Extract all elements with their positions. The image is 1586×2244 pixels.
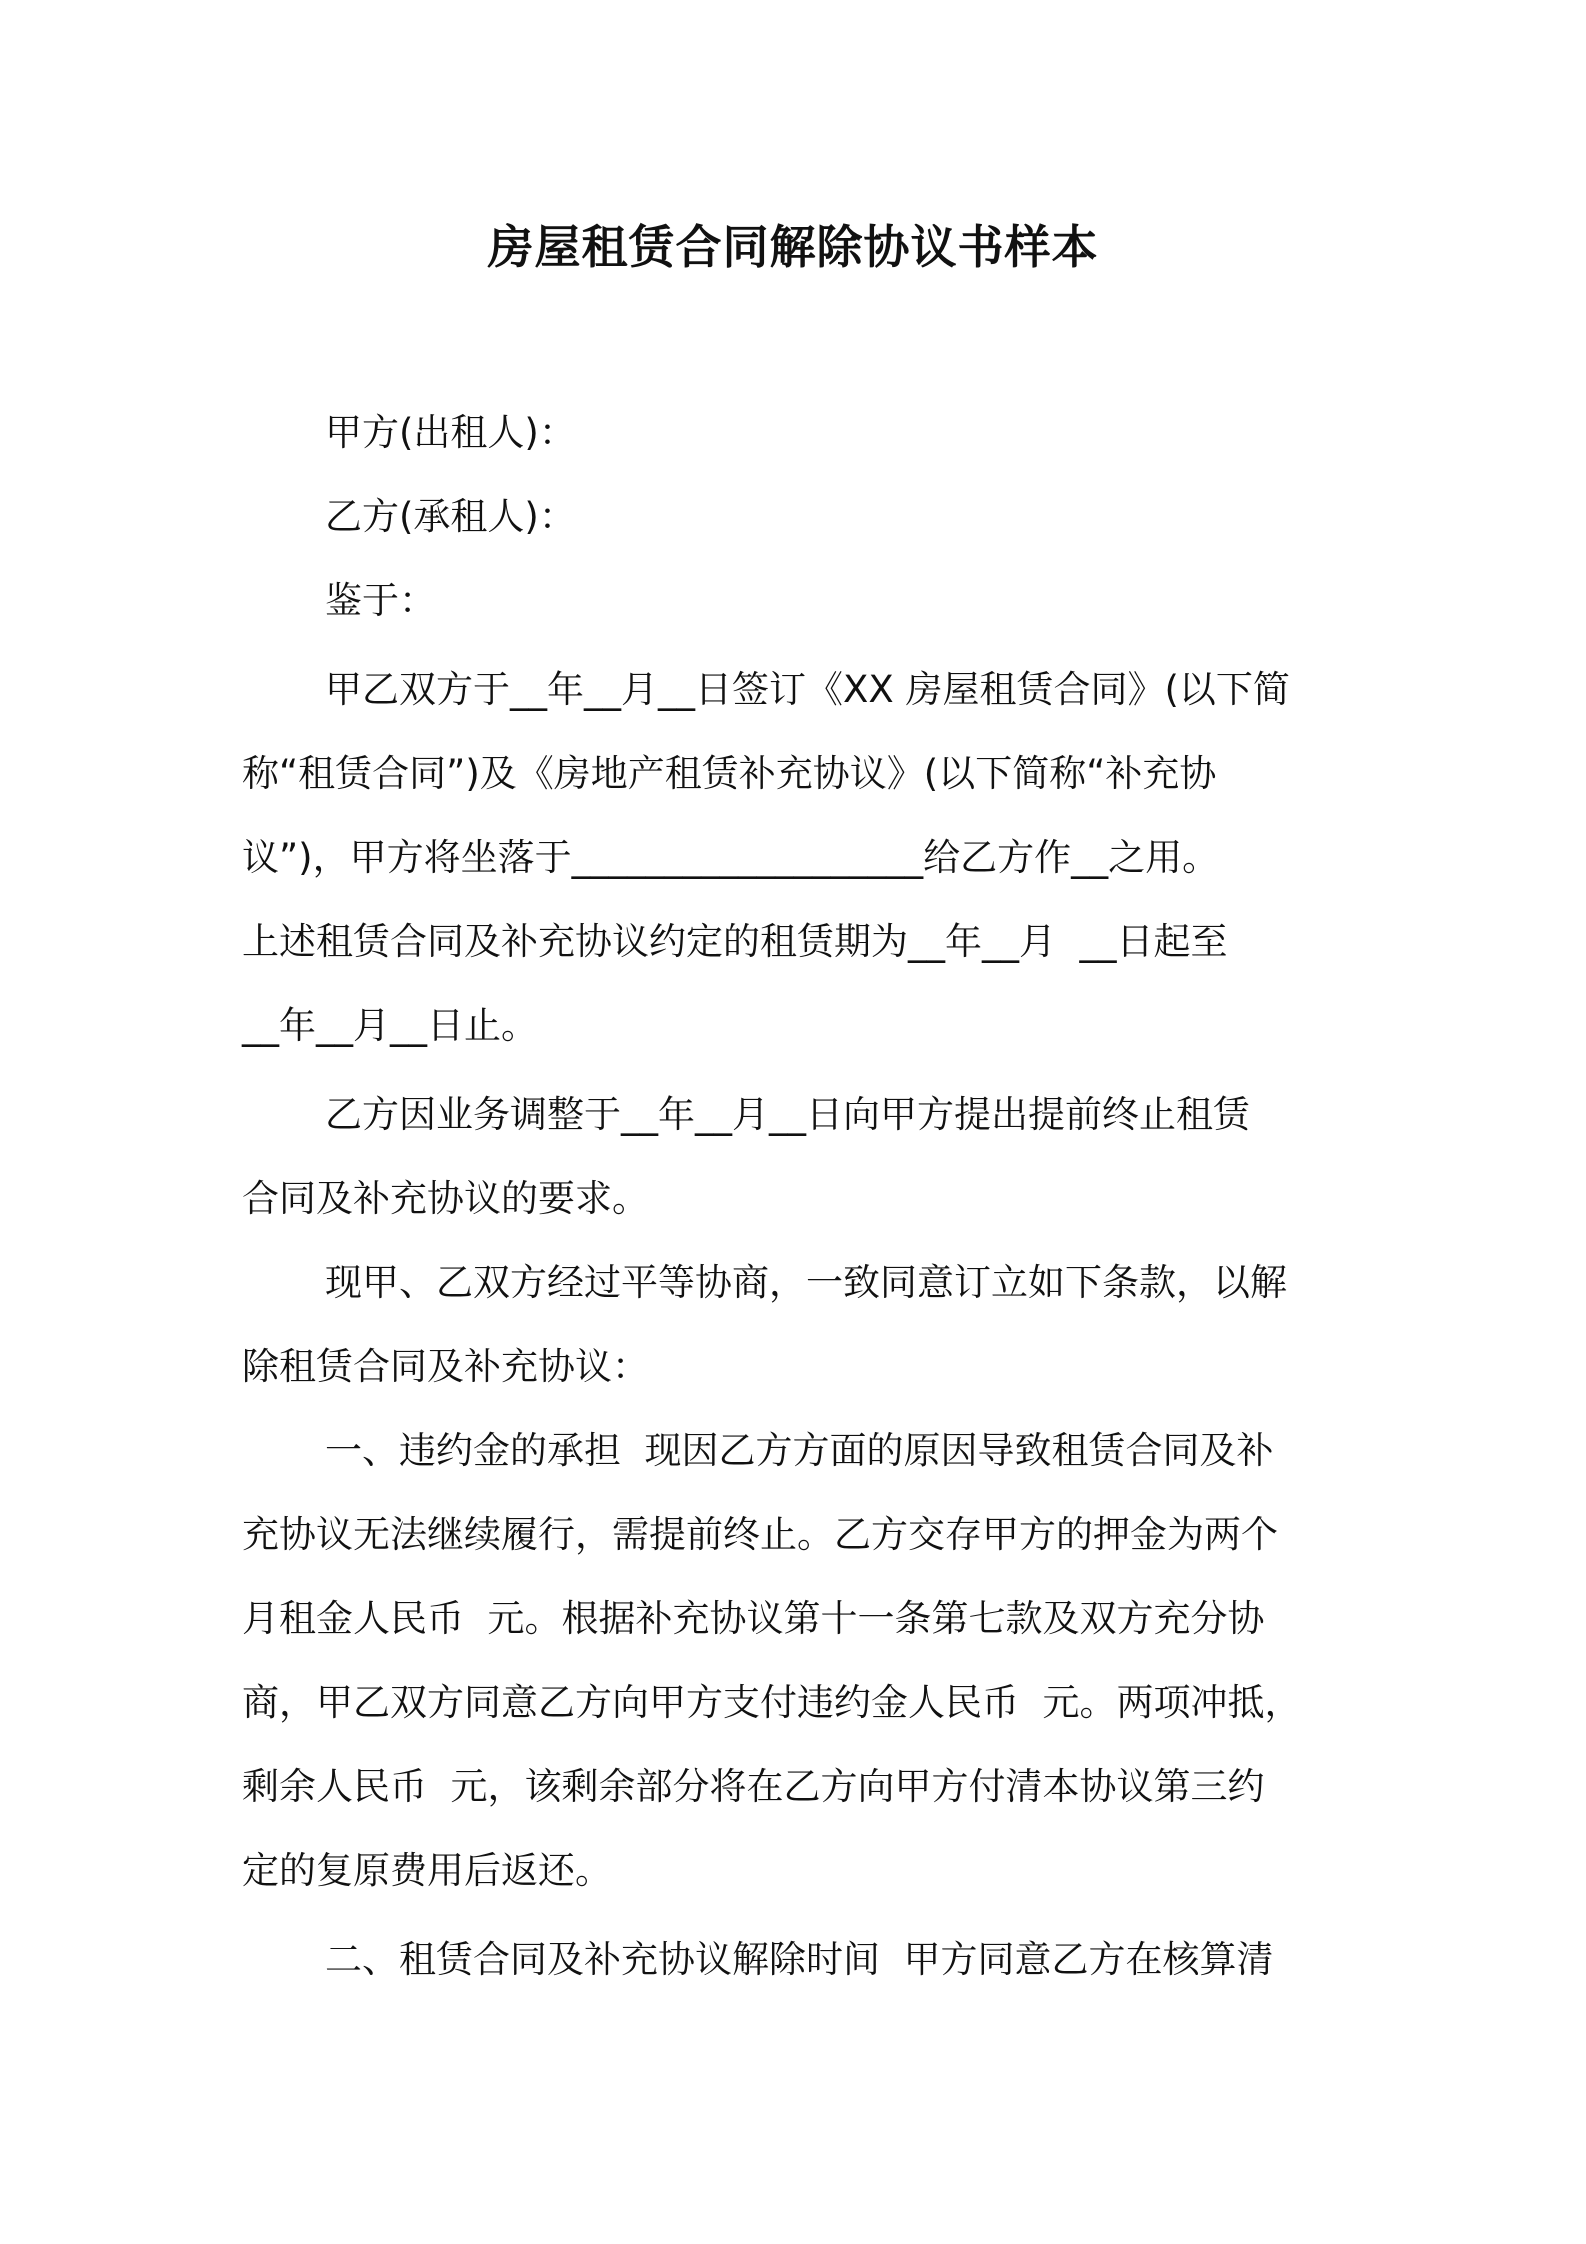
termination-line-1: 乙方因业务调整于__年__月__日向甲方提出提前终止租赁 <box>325 1093 1250 1136</box>
recital-line-3: 议”)，甲方将坐落于___________________给乙方作__之用。 <box>242 836 1220 879</box>
party-a-line: 甲方(出租人)： <box>325 411 576 454</box>
document-title: 房屋租赁合同解除协议书样本 <box>487 220 1099 274</box>
recital-line-1: 甲乙双方于__年__月__日签订《XX 房屋租赁合同》(以下简 <box>325 668 1290 711</box>
recital-line-5: __年__月__日止。 <box>242 1004 538 1047</box>
agreement-line-2: 除租赁合同及补充协议： <box>242 1345 649 1388</box>
clause-1-line-5: 剩余人民币 元，该剩余部分将在乙方向甲方付清本协议第三约 <box>242 1765 1265 1808</box>
clause-1-line-3: 月租金人民币 元。根据补充协议第十一条第七款及双方充分协 <box>242 1597 1265 1640</box>
recital-line-2: 称“租赁合同”)及《房地产租赁补充协议》(以下简称“补充协 <box>242 752 1217 795</box>
termination-line-2: 合同及补充协议的要求。 <box>242 1177 649 1220</box>
clause-1-line-1: 一、违约金的承担 现因乙方方面的原因导致租赁合同及补 <box>325 1429 1274 1472</box>
recital-line-4: 上述租赁合同及补充协议约定的租赁期为__年__月 __日起至 <box>242 920 1228 963</box>
clause-1-line-6: 定的复原费用后返还。 <box>242 1849 612 1892</box>
clause-2-line-1: 二、租赁合同及补充协议解除时间 甲方同意乙方在核算清 <box>325 1938 1274 1981</box>
clause-1-line-2: 充协议无法继续履行，需提前终止。乙方交存甲方的押金为两个 <box>242 1513 1278 1556</box>
whereas-line: 鉴于： <box>325 579 436 622</box>
agreement-line-1: 现甲、乙双方经过平等协商，一致同意订立如下条款，以解 <box>325 1261 1287 1304</box>
party-b-line: 乙方(承租人)： <box>325 495 576 538</box>
clause-1-line-4: 商，甲乙双方同意乙方向甲方支付违约金人民币 元。两项冲抵， <box>242 1681 1302 1724</box>
